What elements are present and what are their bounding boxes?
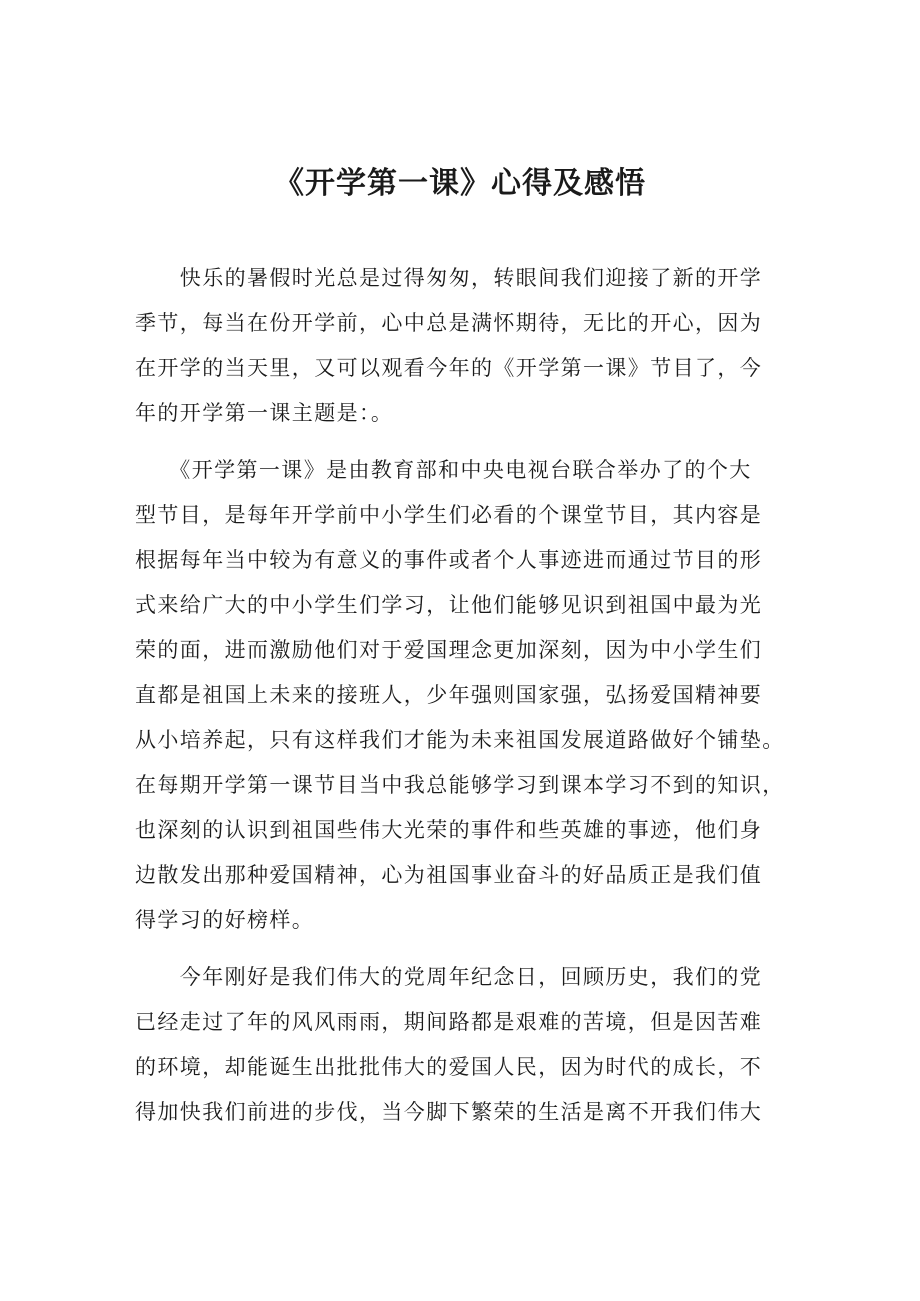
- text-line: 已经走过了年的风风雨雨，期间路都是艰难的苦境，但是因苦难: [135, 1010, 763, 1034]
- text-line: 快乐的暑假时光总是过得匆匆，转眼间我们迎接了新的开学: [135, 266, 763, 290]
- text-line: 得学习的好榜样。: [135, 908, 315, 932]
- text-line: 的环境，却能诞生出批批伟大的爱国人民，因为时代的成长，不: [135, 1055, 763, 1079]
- text-line: 季节，每当在份开学前，心中总是满怀期待，无比的开心，因为: [135, 311, 763, 335]
- text-line: 边散发出那种爱国精神，心为祖国事业奋斗的好品质正是我们值: [135, 863, 763, 887]
- text-line: 在开学的当天里，又可以观看今年的《开学第一课》节目了，今: [135, 356, 763, 380]
- document-body: [135, 256, 795, 1135]
- text-line: 在每期开学第一课节目当中我总能够学习到课本学习不到的知识，: [135, 773, 785, 797]
- text-line: 荣的面，进而激励他们对于爱国理念更加深刻，因为中小学生们: [135, 638, 763, 662]
- paragraph-spacing: [135, 943, 795, 955]
- paragraph-spacing: [135, 436, 795, 448]
- text-line: 今年刚好是我们伟大的党周年纪念日，回顾历史，我们的党: [135, 965, 763, 989]
- paragraph-3: [135, 955, 795, 1135]
- text-line: 得加快我们前进的步伐，当今脚下繁荣的生活是离不开我们伟大: [135, 1100, 763, 1124]
- text-line: 直都是祖国上未来的接班人，少年强则国家强，弘扬爱国精神要: [135, 683, 763, 707]
- document-title: 《开学第一课》心得及感悟: [274, 166, 646, 201]
- text-line: 《开学第一课》是由教育部和中央电视台联合举办了的个大: [135, 458, 752, 482]
- text-line: 从小培养起，只有这样我们才能为未来祖国发展道路做好个铺垫。: [135, 728, 785, 752]
- paragraph-1: [135, 256, 795, 436]
- text-line: 也深刻的认识到祖国些伟大光荣的事件和些英雄的事迹，他们身: [135, 818, 763, 842]
- text-line: 式来给广大的中小学生们学习，让他们能够见识到祖国中最为光: [135, 593, 763, 617]
- text-line: 型节目，是每年开学前中小学生们必看的个课堂节目，其内容是: [135, 503, 763, 527]
- text-line: 年的开学第一课主题是：。: [135, 401, 394, 425]
- text-line: 根据每年当中较为有意义的事件或者个人事迹进而通过节目的形: [135, 548, 763, 572]
- paragraph-2: [135, 448, 795, 943]
